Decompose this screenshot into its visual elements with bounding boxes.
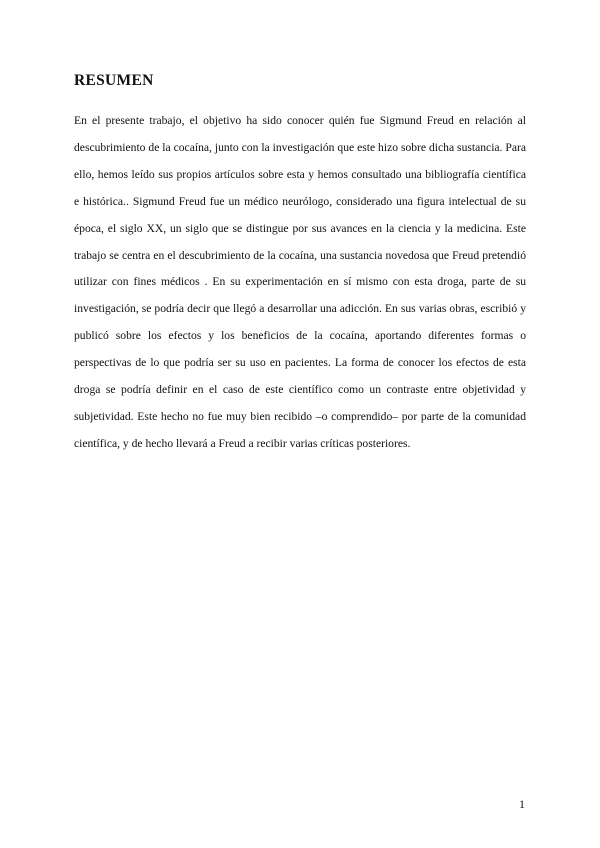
page-number: 1	[519, 797, 525, 811]
section-heading: RESUMEN	[74, 72, 154, 89]
abstract-paragraph: En el presente trabajo, el objetivo ha sido conocer quién fue Sigmund Freud en relación al descubrimiento de la cocaína, junto con la investigación que este hizo sobre dicha sustancia. Para ello, hemos leído sus propios artículos sobre esta y hemos consultado una bibliografía científica e histórica.. Sigmund Freud fue un médico neurólogo, considerado una figura intelectual de su época, el siglo XX, un siglo que se distingue por sus avances en la ciencia y la medicina. Este trabajo se centra en el descubrimiento de la cocaína, una sustancia novedosa que Freud pretendió utilizar con fines médicos . En su experimentación en sí mismo con esta droga, parte de su investigación, se podría decir que llegó a desarrollar una adicción. En sus varias obras, escribió y publicó sobre los efectos y los beneficios de la cocaína, aportando diferentes formas o perspectivas de lo que podría ser su uso en pacientes. La forma de conocer los efectos de esta droga se podría definir en el caso de este científico como un contraste entre objetividad y subjetividad. Este hecho no fue muy bien recibido –o comprendido– por parte de la comunidad científica, y de hecho llevará a Freud a recibir varias críticas posteriores.	[74, 114, 526, 450]
